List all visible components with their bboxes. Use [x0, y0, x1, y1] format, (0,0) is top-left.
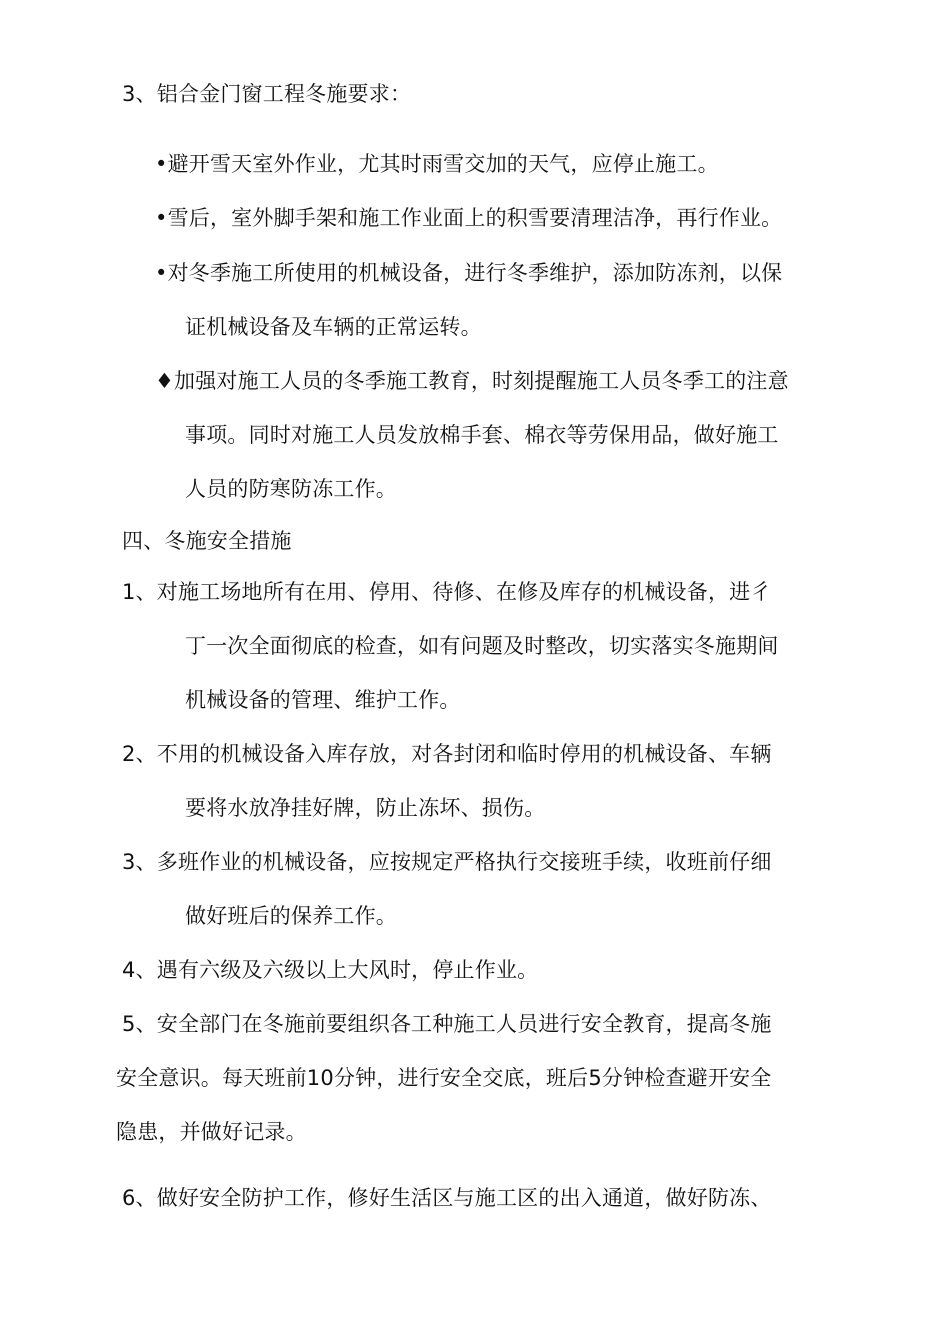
- section-heading-aluminum-windows: 3、铝合金门窗工程冬施要求：: [122, 82, 412, 106]
- safety-item-3-continued: 做好班后的保养工作。: [185, 904, 397, 928]
- bullet-item-4: ♦加强对施工人员的冬季施工教育，时刻提醒施工人员冬季工的注意: [155, 369, 789, 393]
- safety-item-3: 3、多班作业的机械设备，应按规定严格执行交接班手续，收班前仔细: [122, 850, 772, 874]
- safety-item-6: 6、做好安全防护工作，修好生活区与施工区的出入通道，做好防冻、: [122, 1186, 772, 1210]
- bullet-item-3: •对冬季施工所使用的机械设备，进行冬季维护，添加防冻剂，以保: [155, 261, 783, 285]
- bullet-item-3-continued: 证机械设备及车辆的正常运转。: [185, 315, 482, 339]
- safety-item-5-continued-2: 隐患，并做好记录。: [116, 1120, 307, 1144]
- safety-item-4: 4、遇有六级及六级以上大风时，停止作业。: [122, 958, 539, 982]
- safety-item-2: 2、不用的机械设备入库存放，对各封闭和临时停用的机械设备、车辆: [122, 742, 772, 766]
- bullet-item-4-continued-1: 事项。同时对施工人员发放棉手套、棉衣等劳保用品，做好施工: [185, 423, 779, 447]
- bullet-item-2: •雪后，室外脚手架和施工作业面上的积雪要清理洁净，再行作业。: [155, 206, 783, 230]
- safety-item-2-continued: 要将水放净挂好牌，防止冻坏、损伤。: [185, 796, 546, 820]
- bullet-item-1: •避开雪天室外作业，尤其时雨雪交加的天气，应停止施工。: [155, 152, 719, 176]
- section-heading-winter-safety: 四、冬施安全措施: [122, 529, 292, 553]
- safety-item-1: 1、对施工场地所有在用、停用、待修、在修及库存的机械设备，进彳: [122, 580, 772, 604]
- bullet-item-4-continued-2: 人员的防寒防冻工作。: [185, 477, 397, 501]
- safety-item-5-continued-1: 安全意识。每天班前10分钟，进行安全交底，班后5分钟检查避开安全: [116, 1066, 772, 1090]
- safety-item-1-continued-2: 机械设备的管理、维护工作。: [185, 688, 461, 712]
- safety-item-5: 5、安全部门在冬施前要组织各工种施工人员进行安全教育，提高冬施: [122, 1012, 772, 1036]
- safety-item-1-continued-1: 丁一次全面彻底的检查，如有问题及时整改，切实落实冬施期间: [185, 634, 779, 658]
